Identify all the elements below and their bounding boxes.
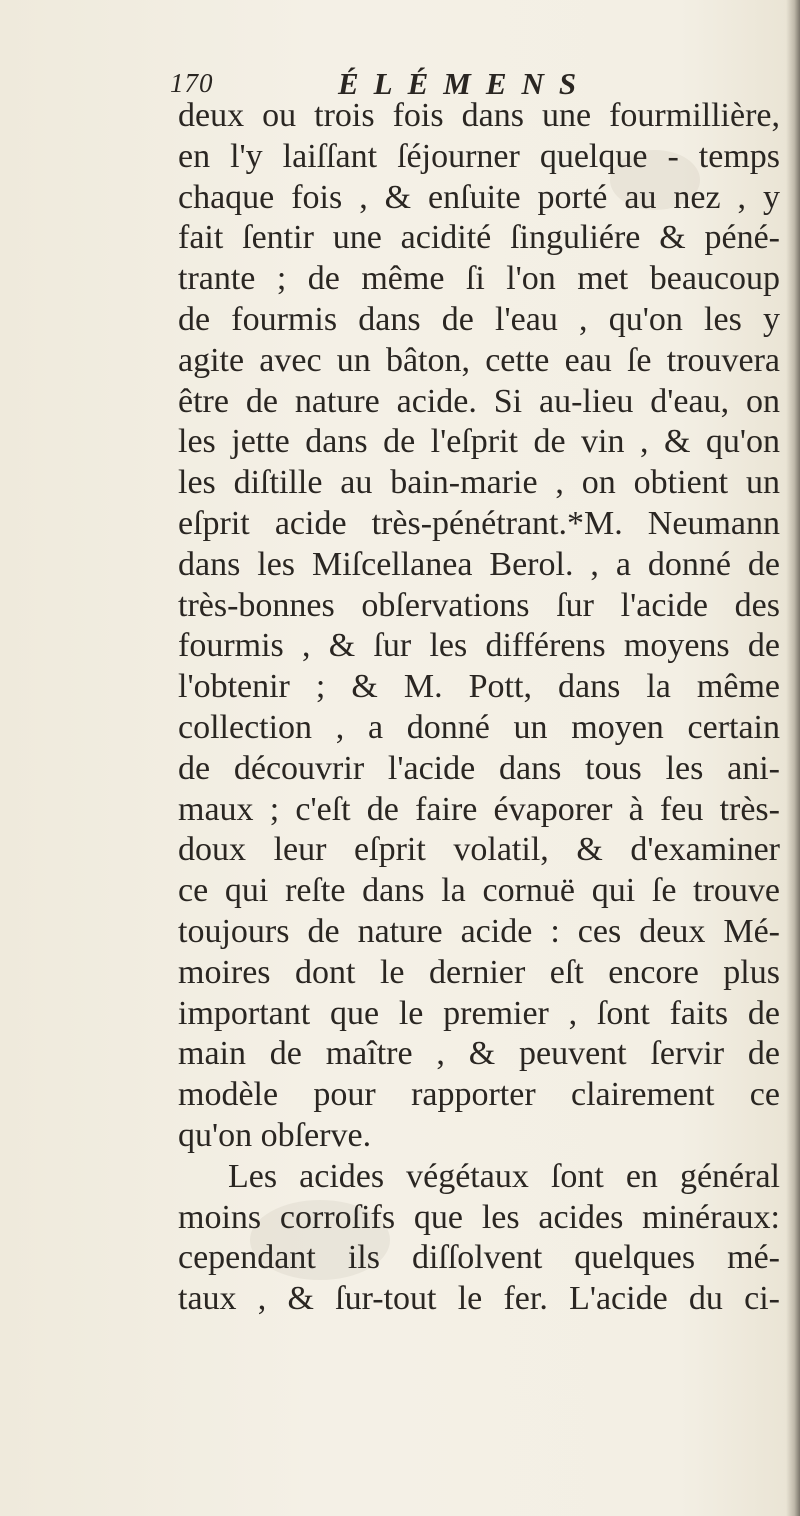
text-line: fourmis , & ſur les différens moyens de [178, 627, 780, 665]
running-title: ÉLÉMENS [338, 66, 592, 101]
text-line: qu'on obſerve. [178, 1116, 372, 1154]
text-line: en l'y laiſſant ſéjourner quelque - temps [178, 137, 780, 175]
text-line: agite avec un bâton, cette eau ſe trouvera [178, 341, 780, 379]
body-text [178, 96, 780, 1320]
text-line: collection , a donné un moyen certain [178, 708, 780, 746]
text-line: trante ; de même ſi l'on met beaucoup [178, 260, 780, 298]
text-line: Les acides végétaux ſont en général [228, 1157, 780, 1195]
text-line: cependant ils diſſolvent quelques mé- [178, 1239, 780, 1277]
text-line: doux leur eſprit volatil, & d'examiner [178, 831, 780, 869]
text-line: dans les Miſcellanea Berol. , a donné de [178, 545, 780, 583]
text-line: main de maître , & peuvent ſervir de [178, 1035, 780, 1073]
page-edge-shadow [786, 0, 800, 1516]
page-number: 170 [170, 68, 214, 98]
text-line: moins corroſifs que les acides minéraux: [178, 1198, 780, 1236]
text-line: modèle pour rapporter clairement ce [178, 1076, 780, 1114]
text-line: toujours de nature acide : ces deux Mé- [178, 912, 780, 950]
text-line: important que le premier , ſont faits de [178, 994, 780, 1032]
text-line: très-bonnes obſervations ſur l'acide des [178, 586, 780, 624]
text-line: ce qui reſte dans la cornuë qui ſe trouve [178, 872, 780, 910]
text-line: l'obtenir ; & M. Pott, dans la même [178, 668, 780, 706]
text-line: eſprit acide très-pénétrant.*M. Neumann [178, 504, 780, 542]
text-line: maux ; c'eſt de faire évaporer à feu très- [178, 790, 780, 828]
text-line: les diſtille au bain-marie , on obtient un [178, 464, 780, 502]
text-line: deux ou trois fois dans une fourmillière, [178, 97, 780, 134]
text-line: être de nature acide. Si au-lieu d'eau, on [178, 382, 780, 420]
text-line: chaque fois , & enſuite porté au nez , y [178, 178, 780, 216]
text-line: moires dont le dernier eſt encore plus [178, 953, 780, 991]
text-line: taux , & ſur-tout le fer. L'acide du ci- [178, 1280, 780, 1318]
text-line: les jette dans de l'eſprit de vin , & qu'on [178, 423, 780, 461]
text-line: de découvrir l'acide dans tous les ani- [178, 749, 780, 787]
text-line: fait ſentir une acidité ſinguliére & péné- [178, 219, 780, 257]
text-line: de fourmis dans de l'eau , qu'on les y [178, 300, 780, 338]
